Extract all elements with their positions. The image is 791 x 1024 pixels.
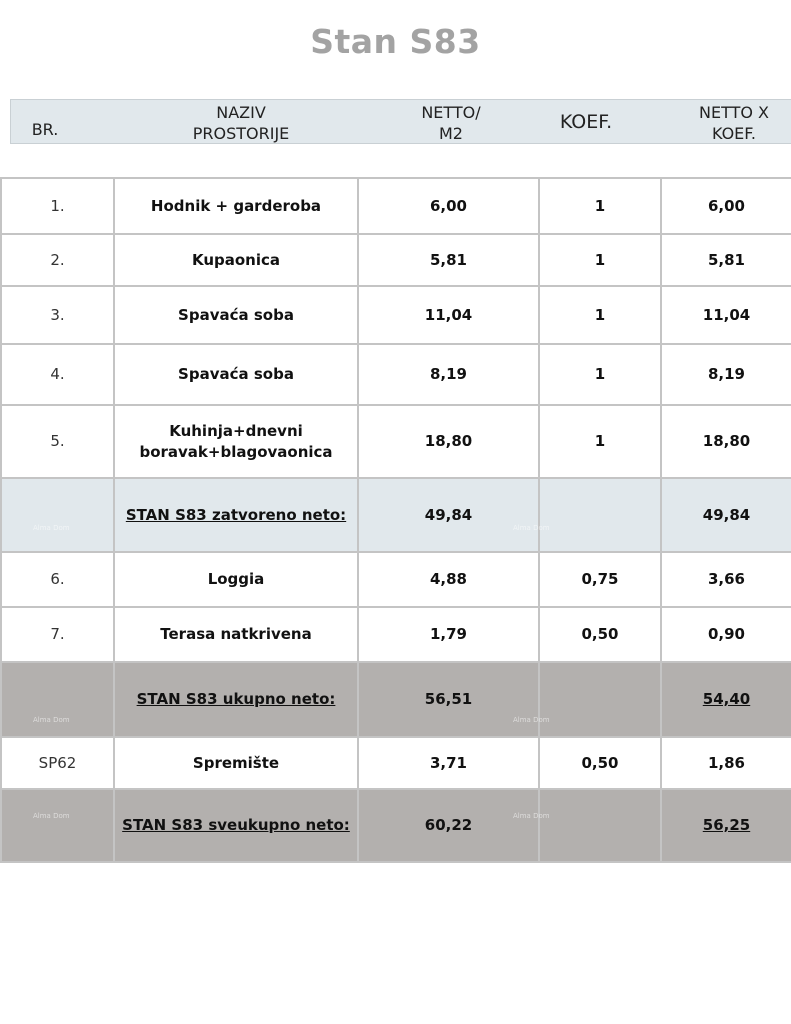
subtotal-label: STAN S83 zatvoreno neto:	[114, 478, 358, 552]
koef-value: 0,50	[539, 737, 661, 789]
grand-total-row	[1, 789, 791, 862]
header-netto: NETTO/ M2	[421, 102, 481, 143]
table-row	[1, 405, 791, 478]
room-name: Spavaća soba	[114, 344, 358, 405]
row-number: 1.	[1, 178, 114, 234]
total-row	[1, 662, 791, 737]
koef-value: 1	[539, 178, 661, 234]
room-name: Hodnik + garderoba	[114, 178, 358, 234]
row-number: 5.	[1, 405, 114, 478]
header-koef: KOEF.	[559, 111, 613, 133]
netto-value: 49,84	[358, 478, 539, 552]
row-number: SP62	[1, 737, 114, 789]
netto-value: 11,04	[358, 286, 539, 344]
netto-x-value: 11,04	[661, 286, 791, 344]
table-header	[10, 99, 791, 144]
netto-x-value: 5,81	[661, 234, 791, 286]
koef-value: 1	[539, 344, 661, 405]
table-row	[1, 552, 791, 607]
row-number: 4.	[1, 344, 114, 405]
netto-x-value: 56,25	[661, 789, 791, 862]
netto-x-value: 3,66	[661, 552, 791, 607]
netto-value: 18,80	[358, 405, 539, 478]
page-title: Stan S83	[310, 22, 481, 61]
koef-value	[539, 789, 661, 862]
row-number: 6.	[1, 552, 114, 607]
watermark: Alma Dom	[513, 716, 550, 724]
koef-value: 0,75	[539, 552, 661, 607]
koef-value: 1	[539, 405, 661, 478]
row-number: 7.	[1, 607, 114, 662]
koef-value: 1	[539, 286, 661, 344]
row-number: 2.	[1, 234, 114, 286]
netto-x-value: 1,86	[661, 737, 791, 789]
netto-value: 8,19	[358, 344, 539, 405]
row-number: 3.	[1, 286, 114, 344]
watermark: Alma Dom	[33, 812, 70, 820]
row-number	[1, 478, 114, 552]
total-label: STAN S83 ukupno neto:	[114, 662, 358, 737]
grand-total-label: STAN S83 sveukupno neto:	[114, 789, 358, 862]
koef-value	[539, 478, 661, 552]
row-number	[1, 789, 114, 862]
subtotal-row	[1, 478, 791, 552]
netto-x-value: 49,84	[661, 478, 791, 552]
header-netto-x: NETTO X KOEF.	[699, 102, 769, 143]
koef-value: 1	[539, 234, 661, 286]
area-table	[0, 177, 791, 863]
room-name: Kupaonica	[114, 234, 358, 286]
netto-value: 5,81	[358, 234, 539, 286]
table-row	[1, 234, 791, 286]
watermark: Alma Dom	[33, 716, 70, 724]
netto-x-value: 0,90	[661, 607, 791, 662]
netto-x-value: 54,40	[661, 662, 791, 737]
watermark: Alma Dom	[513, 812, 550, 820]
netto-value: 3,71	[358, 737, 539, 789]
watermark: Alma Dom	[513, 524, 550, 532]
netto-value: 6,00	[358, 178, 539, 234]
table-row	[1, 178, 791, 234]
table-row	[1, 344, 791, 405]
netto-value: 60,22	[358, 789, 539, 862]
row-number	[1, 662, 114, 737]
room-name: Kuhinja+dnevni boravak+blagovaonica	[114, 405, 358, 478]
table-row	[1, 737, 791, 789]
koef-value: 0,50	[539, 607, 661, 662]
netto-x-value: 18,80	[661, 405, 791, 478]
netto-value: 56,51	[358, 662, 539, 737]
table-row	[1, 286, 791, 344]
koef-value	[539, 662, 661, 737]
netto-value: 1,79	[358, 607, 539, 662]
watermark: Alma Dom	[33, 524, 70, 532]
header-naziv: NAZIV PROSTORIJE	[192, 102, 290, 143]
netto-x-value: 6,00	[661, 178, 791, 234]
header-br: BR.	[31, 120, 59, 139]
room-name: Terasa natkrivena	[114, 607, 358, 662]
room-name: Spavaća soba	[114, 286, 358, 344]
room-name: Loggia	[114, 552, 358, 607]
netto-x-value: 8,19	[661, 344, 791, 405]
netto-value: 4,88	[358, 552, 539, 607]
room-name: Spremište	[114, 737, 358, 789]
table-row	[1, 607, 791, 662]
